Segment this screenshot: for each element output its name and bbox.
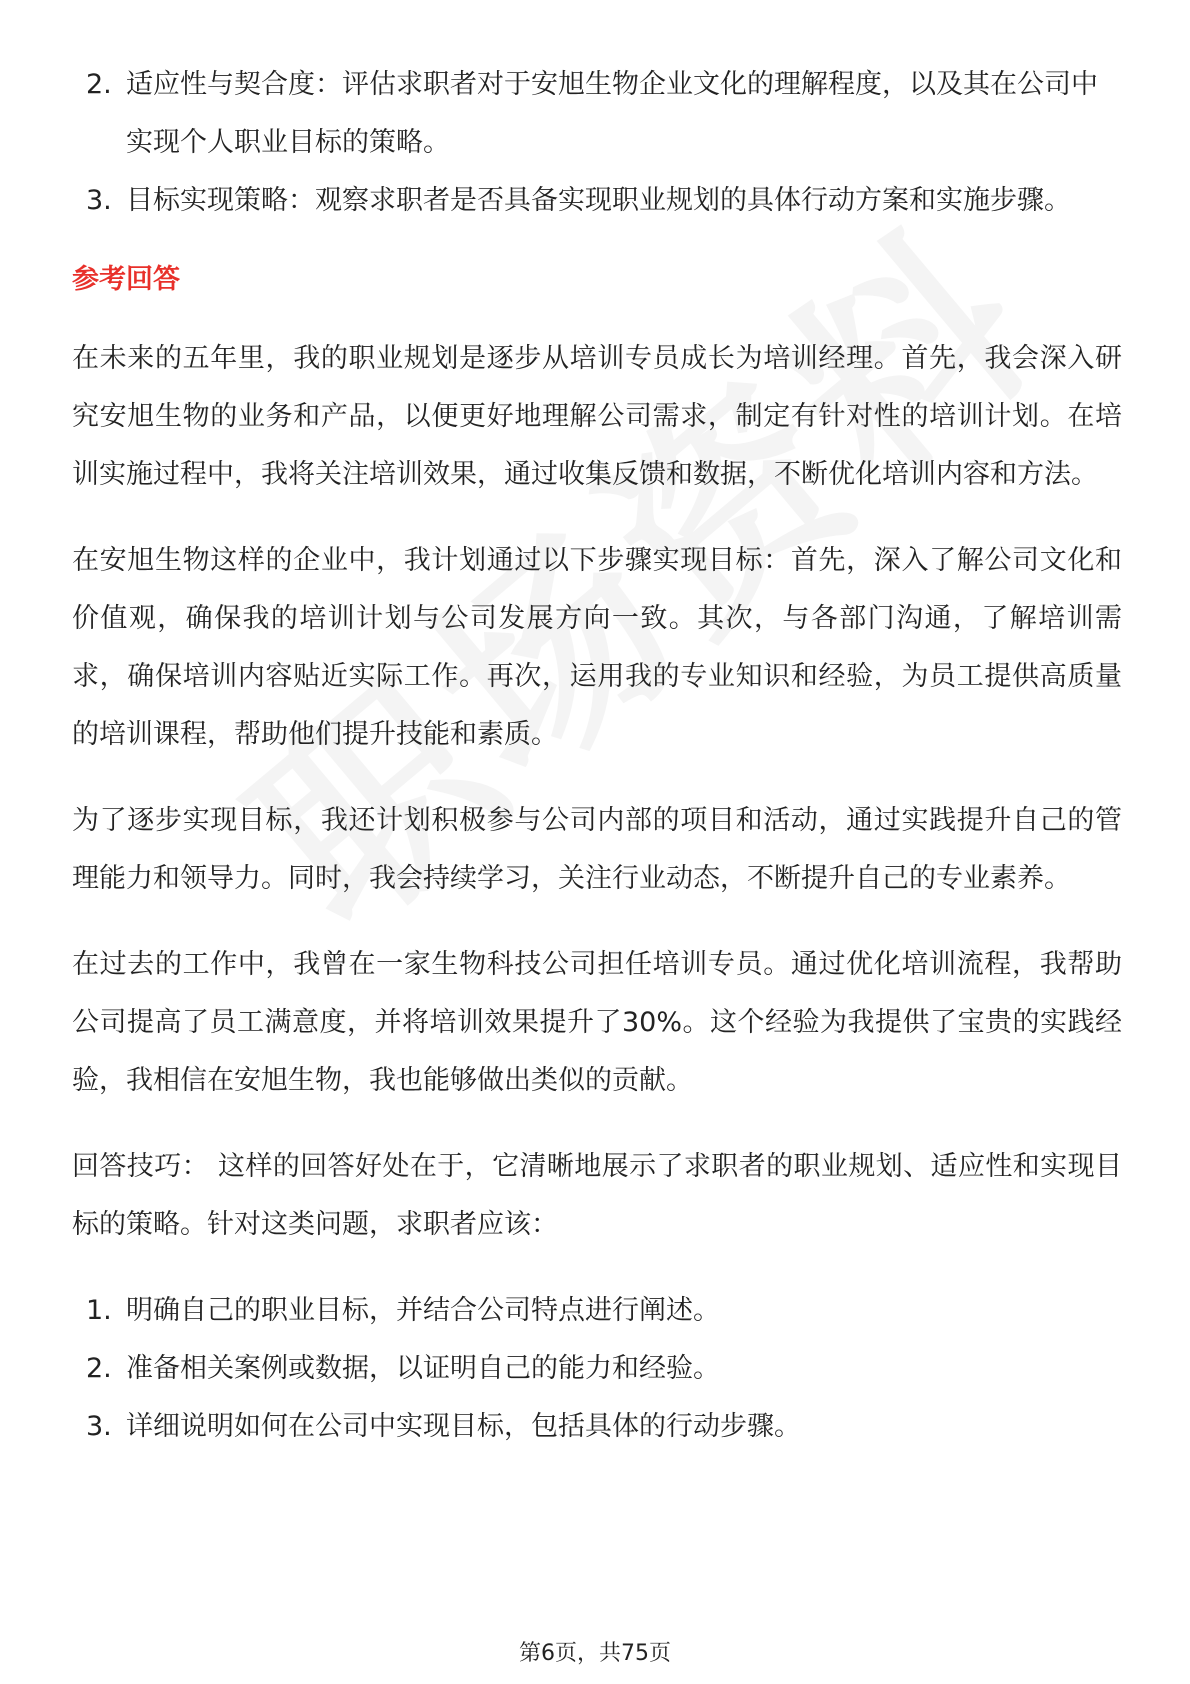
tips-list	[72, 1282, 1122, 1456]
document-content	[72, 56, 1122, 1456]
list-text: 详细说明如何在公司中实现目标，包括具体的行动步骤。	[126, 1411, 801, 1442]
list-text: 适应性与契合度：评估求职者对于安旭生物企业文化的理解程度，以及其在公司中实现个人职业目标的策略。	[126, 69, 1098, 158]
list-number: 1.	[86, 1295, 112, 1326]
answer-paragraph: 在安旭生物这样的企业中，我计划通过以下步骤实现目标：首先，深入了解公司文化和价值观，确保我的培训计划与公司发展方向一致。其次，与各部门沟通，了解培训需求，确保培训内容贴近实际工作。再次，运用我的专业知识和经验，为员工提供高质量的培训课程，帮助他们提升技能和素质。	[72, 545, 1122, 750]
list-text: 准备相关案例或数据，以证明自己的能力和经验。	[126, 1353, 720, 1384]
list-item	[72, 1398, 1122, 1456]
list-item	[72, 172, 1122, 230]
criteria-list	[72, 56, 1122, 230]
list-number: 3.	[86, 185, 112, 216]
answer-paragraph: 在未来的五年里，我的职业规划是逐步从培训专员成长为培训经理。首先，我会深入研究安旭生物的业务和产品，以便更好地理解公司需求，制定有针对性的培训计划。在培训实施过程中，我将关注培训效果，通过收集反馈和数据，不断优化培训内容和方法。	[72, 343, 1122, 490]
list-text: 目标实现策略：观察求职者是否具备实现职业规划的具体行动方案和实施步骤。	[126, 185, 1071, 216]
list-item	[72, 1340, 1122, 1398]
list-item	[72, 56, 1122, 172]
tips-paragraph: 回答技巧： 这样的回答好处在于，它清晰地展示了求职者的职业规划、适应性和实现目标的策略。针对这类问题，求职者应该：	[72, 1151, 1122, 1240]
list-item	[72, 1282, 1122, 1340]
page-footer: 第6页，共75页	[519, 1641, 671, 1666]
section-title: 参考回答	[72, 264, 180, 295]
list-text: 明确自己的职业目标，并结合公司特点进行阐述。	[126, 1295, 720, 1326]
answer-paragraph: 在过去的工作中，我曾在一家生物科技公司担任培训专员。通过优化培训流程，我帮助公司提高了员工满意度，并将培训效果提升了30%。这个经验为我提供了宝贵的实践经验，我相信在安旭生物，我也能够做出类似的贡献。	[72, 949, 1122, 1096]
list-number: 3.	[86, 1411, 112, 1442]
answer-paragraph: 为了逐步实现目标，我还计划积极参与公司内部的项目和活动，通过实践提升自己的管理能力和领导力。同时，我会持续学习，关注行业动态，不断提升自己的专业素养。	[72, 805, 1122, 894]
list-number: 2.	[86, 1353, 112, 1384]
list-number: 2.	[86, 69, 112, 100]
